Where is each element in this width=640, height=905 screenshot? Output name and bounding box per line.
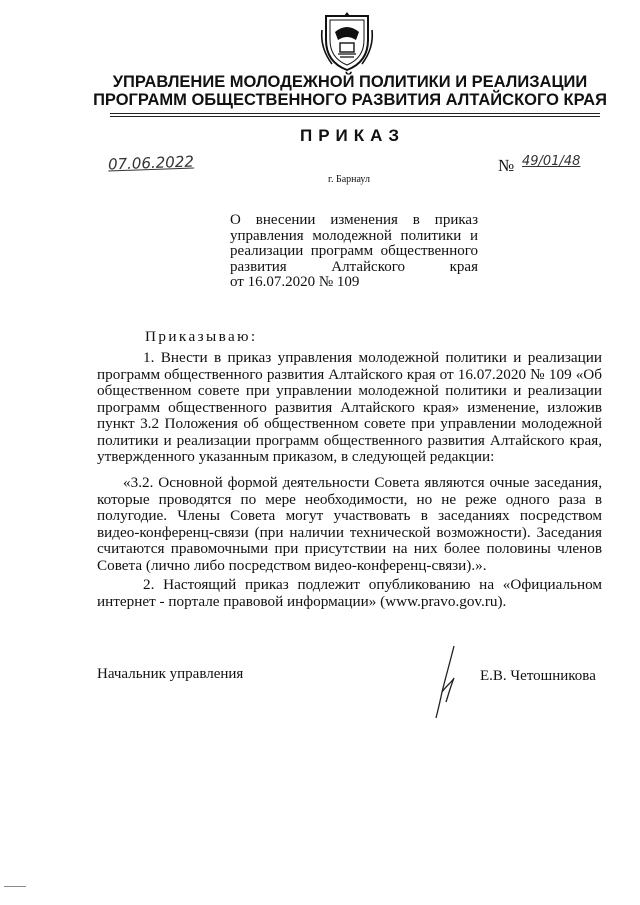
organization-name-line1: УПРАВЛЕНИЕ МОЛОДЕЖНОЙ ПОЛИТИКИ И РЕАЛИЗАЦИИ — [112, 73, 588, 91]
subject-line: от 16.07.2020 № 109 — [230, 274, 360, 290]
subject-line: развития Алтайского края — [230, 258, 478, 275]
handwritten-signature — [424, 642, 468, 722]
subject-line: реализации программ общественного — [230, 243, 478, 259]
header-rule-thin — [110, 116, 600, 117]
document-subject — [230, 213, 478, 291]
coat-of-arms-emblem — [318, 10, 376, 72]
city: г. Барнаул — [328, 174, 370, 185]
document-number: 49/01/48 — [522, 154, 581, 169]
subject-line: управления молодежной политики и — [230, 227, 478, 244]
document-date: 07.06.2022 — [107, 152, 195, 174]
number-label: № — [498, 156, 515, 175]
document-title: ПРИКАЗ — [300, 126, 406, 145]
signatory-position: Начальник управления — [97, 666, 244, 682]
paragraph-2: 2. Настоящий приказ подлежит опубликованию на «Официальном интернет - портале правовой информации» (www.pravo.gov.ru). — [97, 576, 602, 610]
signatory-name: Е.В. Четошникова — [480, 668, 596, 684]
page-edge-mark — [4, 886, 26, 887]
paragraph-quoted-3-2: «3.2. Основной формой деятельности Совета являются очные заседания, которые проводятся по мере необходимости, но не реже одного раза в полугодие. Члены Совета могут участвовать в заседаниях посредством видео-конференц-связи (при наличии технической возможности). Заседания считаются правомочными при присутствии на них более половины членов Совета (лично либо посредством видео-конференц-связи).». — [97, 474, 602, 574]
header-rule — [110, 113, 600, 114]
subject-line: О внесении изменения в приказ — [230, 212, 478, 228]
paragraph-1: 1. Внести в приказ управления молодежной политики и реализации программ общественного развития Алтайского края от 16.07.2020 № 109 «Об общественном совете при управлении молодежной политики и реализации программ общественного развития Алтайского края» изменение, изложив пункт 3.2 Положения об общественном совете при управлении молодежной политики и реализации программ общественного развития Алтайского края, утвержденного указанным приказом, в следующей редакции: — [97, 349, 602, 465]
order-word: Приказываю: — [145, 328, 258, 345]
organization-name-line2: ПРОГРАММ ОБЩЕСТВЕННОГО РАЗВИТИЯ АЛТАЙСКОГО КРАЯ — [93, 91, 607, 109]
